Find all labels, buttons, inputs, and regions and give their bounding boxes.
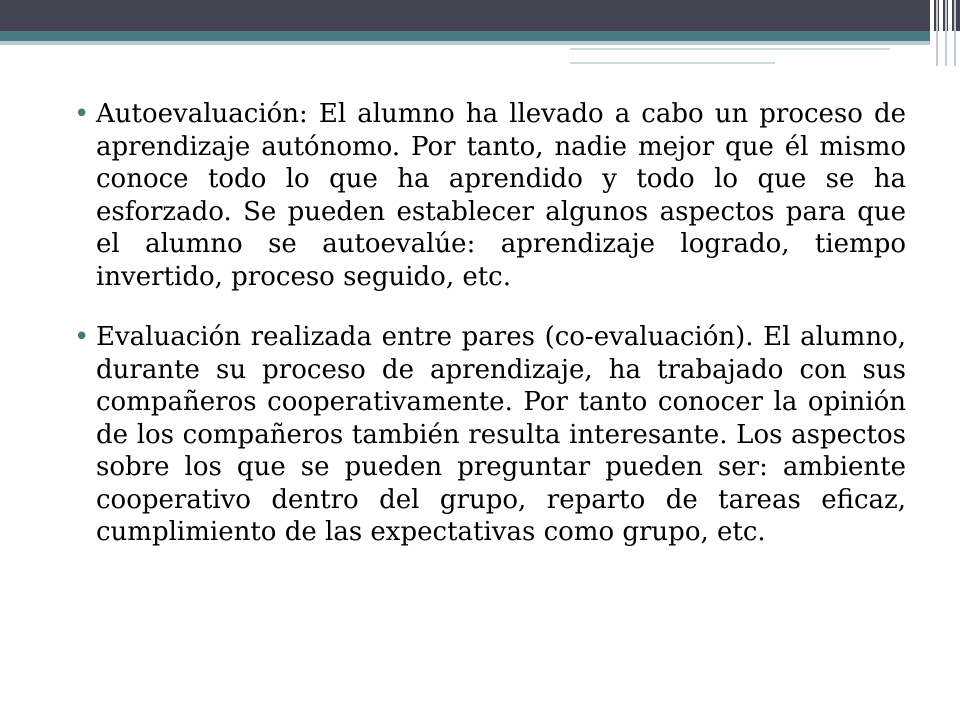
corner-line (945, 0, 947, 66)
header-dark-bar (0, 0, 960, 31)
bullet-text: Autoevaluación: El alumno ha llevado a cabo un proceso de aprendizaje autónomo. Por tanto, nadie mejor que él mismo conoce todo lo que ha aprendido y todo lo que se ha esforzado. Se pueden establecer algunos aspectos para que el alumno se autoevalúe: aprendizaje logrado, tiempo invertido, proceso seguido, etc. (96, 99, 906, 292)
bullet-text: Evaluación realizada entre pares (co-evaluación). El alumno, durante su proceso de aprendizaje, ha trabajado con sus compañeros cooperativamente. Por tanto conocer la opinión de los compañeros también resulta interesante. Los aspectos sobre los que se pueden preguntar pueden ser: ambiente cooperativo dentro del grupo, reparto de tareas eficaz, cumplimiento de las expectativas como grupo, etc. (96, 322, 906, 547)
slide-body (74, 98, 906, 577)
bullet-item (74, 98, 906, 293)
corner-stripe (948, 0, 952, 62)
bullet-dot: • (74, 99, 90, 129)
corner-stripe (939, 0, 943, 62)
corner-stripe (930, 0, 934, 62)
bullet-item (74, 321, 906, 549)
header-accent-line (570, 62, 775, 64)
header-teal-bar (0, 31, 930, 41)
header-accent-line (570, 48, 890, 50)
corner-line (954, 0, 956, 66)
header-light-bar (0, 41, 930, 45)
corner-line (936, 0, 938, 66)
bullet-dot: • (74, 322, 90, 352)
